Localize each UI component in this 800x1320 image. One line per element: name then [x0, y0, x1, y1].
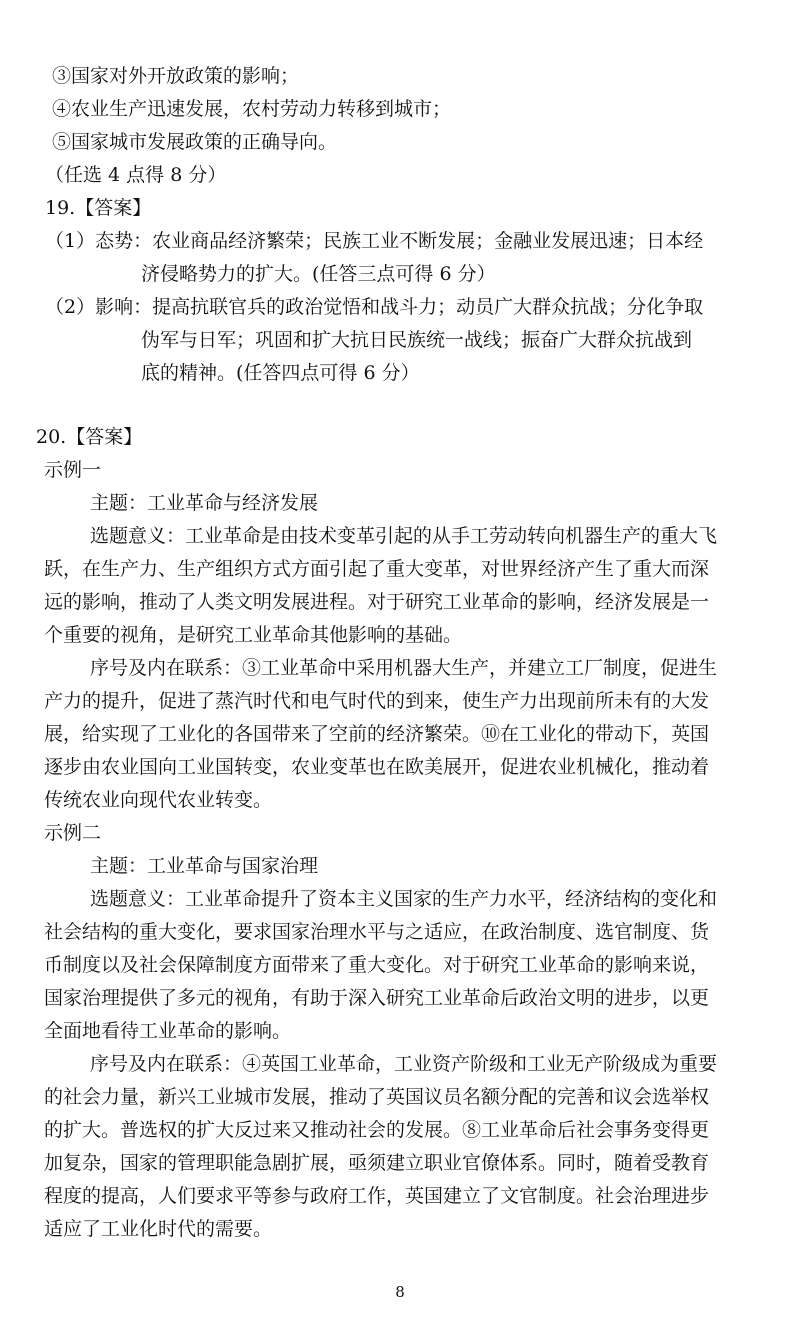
- example2-significance-line: 社会结构的重大变化，要求国家治理水平与之适应，在政治制度、选官制度、货: [44, 921, 710, 943]
- q18-item-3: ③国家对外开放政策的影响；: [52, 65, 300, 87]
- q19-part2-line3: 底的精神。(任答四点可得 6 分）: [141, 362, 420, 384]
- example2-connection-line: 适应了工业化时代的需要。: [44, 1218, 273, 1240]
- example2-connection-line: 的社会力量，新兴工业城市发展，推动了英国议员名额分配的完善和议会选举权: [44, 1086, 710, 1108]
- example1-significance-line: 选题意义：工业革命是由技术变革引起的从手工劳动转向机器生产的重大飞: [90, 525, 718, 547]
- q19-heading: 19.【答案】: [45, 197, 152, 219]
- q18-scoring: （任选 4 点得 8 分）: [45, 164, 227, 186]
- example2-significance-line: 币制度以及社会保障制度方面带来了重大变化。对于研究工业革命的影响来说，: [44, 954, 710, 976]
- q20-heading: 20.【答案】: [36, 426, 143, 448]
- example2-connection-line: 程度的提高，人们要求平等参与政府工作，英国建立了文官制度。社会治理进步: [44, 1185, 710, 1207]
- q18-item-5: ⑤国家城市发展政策的正确导向。: [52, 131, 338, 153]
- example2-connection-line: 的扩大。普选权的扩大反过来又推动社会的发展。⑧工业革命后社会事务变得更: [44, 1119, 710, 1141]
- example1-connection-line: 传统农业向现代农业转变。: [44, 789, 273, 811]
- example2-connection-line: 加复杂，国家的管理职能急剧扩展，亟须建立职业官僚体系。同时，随着受教育: [44, 1152, 710, 1174]
- example2-significance-line: 全面地看待工业革命的影响。: [44, 1020, 292, 1042]
- example1-title: 示例一: [44, 459, 102, 481]
- example2-connection-line: 序号及内在联系：④英国工业革命，工业资产阶级和工业无产阶级成为重要: [90, 1053, 718, 1075]
- example2-title: 示例二: [44, 822, 102, 844]
- example1-connection-line: 序号及内在联系：③工业革命中采用机器大生产，并建立工厂制度，促进生: [90, 657, 718, 679]
- q19-part2-line1: （2）影响：提高抗联官兵的政治觉悟和战斗力；动员广大群众抗战；分化争取: [45, 296, 704, 318]
- q19-part1-line1: （1）态势：农业商品经济繁荣；民族工业不断发展；金融业发展迅速；日本经: [45, 230, 704, 252]
- example1-connection-line: 逐步由农业国向工业国转变，农业变革也在欧美展开，促进农业机械化，推动着: [44, 756, 710, 778]
- q18-item-4: ④农业生产迅速发展，农村劳动力转移到城市；: [52, 98, 452, 120]
- example1-significance-line: 跃，在生产力、生产组织方式方面引起了重大变革，对世界经济产生了重大而深: [44, 558, 710, 580]
- example1-connection-line: 产力的提升，促进了蒸汽时代和电气时代的到来，使生产力出现前所未有的大发: [44, 690, 710, 712]
- page-number: 8: [395, 1283, 405, 1301]
- example2-theme: 主题：工业革命与国家治理: [90, 855, 319, 877]
- example1-theme: 主题：工业革命与经济发展: [90, 492, 319, 514]
- q19-part1-line2: 济侵略势力的扩大。(任答三点可得 6 分）: [141, 263, 496, 285]
- example2-significance-line: 选题意义：工业革命提升了资本主义国家的生产力水平，经济结构的变化和: [90, 888, 718, 910]
- example1-significance-line: 远的影响，推动了人类文明发展进程。对于研究工业革命的影响，经济发展是一: [44, 591, 710, 613]
- q19-part2-line2: 伪军与日军；巩固和扩大抗日民族统一战线；振奋广大群众抗战到: [141, 329, 693, 351]
- example1-significance-line: 个重要的视角，是研究工业革命其他影响的基础。: [44, 624, 463, 646]
- example2-significance-line: 国家治理提供了多元的视角，有助于深入研究工业革命后政治文明的进步，以更: [44, 987, 710, 1009]
- example1-connection-line: 展，给实现了工业化的各国带来了空前的经济繁荣。⑩在工业化的带动下，英国: [44, 723, 710, 745]
